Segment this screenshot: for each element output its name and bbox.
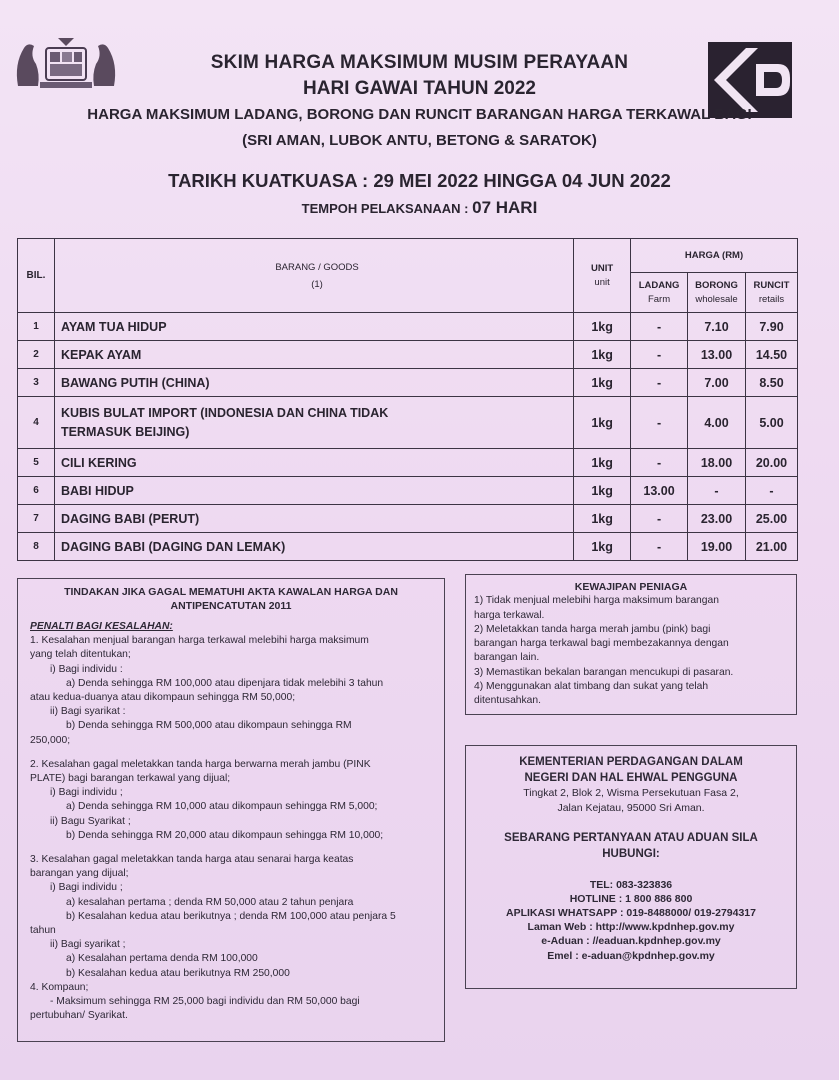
penalty-line: - Maksimum sehingga RM 25,000 bagi individu dan RM 50,000 bagi	[50, 996, 360, 1008]
tempoh-pelaksanaan	[0, 198, 839, 218]
row-borong: -	[688, 477, 746, 505]
tempoh-label: TEMPOH PELAKSANAAN :	[301, 201, 473, 216]
row-unit: 1kg	[574, 449, 631, 477]
penalty-line: i) Bagi individu ;	[50, 882, 123, 894]
row-borong: 7.00	[688, 369, 746, 397]
row-ladang: -	[631, 397, 688, 449]
row-borong: 18.00	[688, 449, 746, 477]
kewajipan-lines	[474, 594, 788, 708]
hotline: HOTLINE : 1 800 886 800	[569, 892, 693, 905]
penalty-line: yang telah ditentukan;	[30, 649, 131, 661]
ministry-name: KEMENTERIAN PERDAGANGAN DALAM	[519, 756, 743, 768]
website-link[interactable]: Laman Web : http://www.kpdnhep.gov.my	[527, 921, 735, 934]
penalty-title: TINDAKAN JIKA GAGAL MEMATUHI AKTA KAWALAN HARGA DAN	[64, 586, 398, 598]
penalty-line: a) kesalahan pertama ; denda RM 50,000 atau 2 tahun penjara	[66, 896, 354, 908]
effective-date: TARIKH KUATKUASA : 29 MEI 2022 HINGGA 04 JUN 2022	[168, 170, 671, 191]
header-harga: HARGA (RM)	[631, 239, 798, 273]
penalty-line: PLATE) bagi barangan terkawal yang dijual;	[30, 773, 231, 784]
telephone: TEL: 083-323836	[589, 878, 673, 891]
row-ladang: -	[631, 449, 688, 477]
enquiry-heading: SEBARANG PERTANYAAN ATAU ADUAN SILA	[504, 831, 758, 844]
eaduan-link[interactable]: e-Aduan : //eaduan.kpdnhep.gov.my	[541, 935, 721, 948]
row-runcit: 21.00	[745, 533, 797, 561]
penalty-line	[30, 843, 432, 853]
kewajipan-line: 1) Tidak menjual melebihi harga maksimum barangan	[474, 595, 719, 607]
penalty-lines	[30, 634, 432, 1023]
header-runcit-label: RUNCIT	[753, 280, 790, 291]
notice-subtitle: HARGA MAKSIMUM LADANG, BORONG DAN RUNCIT BARANGAN HARGA TERKAWAL BAGI	[87, 106, 752, 123]
kewajipan-line: harga terkawal.	[474, 609, 545, 621]
table-row	[18, 341, 798, 369]
row-bil: 1	[18, 313, 55, 341]
row-bil: 4	[18, 397, 55, 449]
kewajipan-line: 3) Memastikan bekalan barangan mencukupi di pasaran.	[474, 666, 734, 678]
row-unit: 1kg	[574, 313, 631, 341]
kewajipan-line: 4) Menggunakan alat timbang dan sukat yang telah	[474, 680, 709, 692]
header-unit	[574, 239, 631, 313]
price-table	[17, 238, 798, 561]
row-unit: 1kg	[574, 505, 631, 533]
kewajipan-line: barangan harga terkawal bagi membezakannya dengan	[474, 638, 729, 650]
row-unit: 1kg	[574, 341, 631, 369]
row-bil: 8	[18, 533, 55, 561]
row-bil: 7	[18, 505, 55, 533]
penalti-heading: PENALTI BAGI KESALAHAN:	[30, 620, 173, 632]
header-ladang-label: LADANG	[638, 280, 680, 291]
ministry-address: Tingkat 2, Blok 2, Wisma Persekutuan Fasa 2,	[523, 787, 739, 800]
row-item: DAGING BABI (PERUT)	[54, 505, 573, 533]
header-ladang	[631, 273, 688, 313]
row-runcit: 8.50	[745, 369, 797, 397]
header-bil: BIL.	[18, 239, 55, 313]
penalty-line: a) Kesalahan pertama denda RM 100,000	[66, 953, 258, 965]
row-bil: 2	[18, 341, 55, 369]
row-borong: 4.00	[688, 397, 746, 449]
header-borong	[688, 273, 746, 313]
row-ladang: -	[631, 505, 688, 533]
penalty-line: 2. Kesalahan gagal meletakkan tanda harga berwarna merah jambu (PINK	[30, 758, 371, 770]
row-borong: 13.00	[688, 341, 746, 369]
penalty-line: i) Bagi individu ;	[50, 787, 123, 799]
row-borong: 7.10	[688, 313, 746, 341]
table-row	[18, 477, 798, 505]
row-ladang: -	[631, 313, 688, 341]
row-ladang: -	[631, 341, 688, 369]
row-borong: 23.00	[688, 505, 746, 533]
row-bil: 3	[18, 369, 55, 397]
header-unit-label: UNIT	[591, 263, 614, 274]
header-runcit	[745, 273, 797, 313]
header-goods-label: BARANG / GOODS	[275, 261, 359, 273]
row-item: KEPAK AYAM	[54, 341, 573, 369]
contact-box	[465, 745, 797, 989]
row-item-line2: TERMASUK BEIJING)	[60, 424, 190, 439]
row-bil: 6	[18, 477, 55, 505]
penalty-line: ii) Bagi syarikat :	[50, 706, 126, 718]
row-item-line1: KUBIS BULAT IMPORT (INDONESIA DAN CHINA TIDAK	[60, 405, 389, 420]
email-link[interactable]: Emel : e-aduan@kpdnhep.gov.my	[547, 949, 715, 962]
row-item: CILI KERING	[54, 449, 573, 477]
row-borong: 19.00	[688, 533, 746, 561]
table-row	[18, 449, 798, 477]
penalty-line: atau kedua-duanya atau dikompaun sehingga RM 50,000;	[30, 691, 296, 703]
penalty-title-line2: ANTIPENCATUTAN 2011	[170, 600, 292, 613]
row-runcit: 7.90	[745, 313, 797, 341]
notice-subtitle-areas: (SRI AMAN, LUBOK ANTU, BETONG & SARATOK)	[242, 132, 597, 149]
kewajipan-box	[465, 574, 797, 715]
kewajipan-line: barangan lain.	[474, 652, 540, 664]
row-runcit: 14.50	[745, 341, 797, 369]
header-runcit-sub: retails	[758, 294, 785, 305]
table-row	[18, 313, 798, 341]
row-unit: 1kg	[574, 397, 631, 449]
penalty-line: 250,000;	[30, 734, 71, 746]
header-borong-sub: wholesale	[695, 294, 738, 305]
notice-title: SKIM HARGA MAKSIMUM MUSIM PERAYAAN	[210, 52, 629, 73]
penalty-line: barangan yang dijual;	[30, 868, 129, 880]
row-item: BAWANG PUTIH (CHINA)	[54, 369, 573, 397]
row-unit: 1kg	[574, 533, 631, 561]
table-row	[18, 505, 798, 533]
penalty-line: b) Denda sehingga RM 500,000 atau dikompaun sehingga RM	[66, 720, 352, 732]
ministry-name-line2: NEGERI DAN HAL EHWAL PENGGUNA	[524, 772, 738, 785]
row-bil: 5	[18, 449, 55, 477]
notice-title-line2: HARI GAWAI TAHUN 2022	[303, 78, 536, 99]
header-ladang-sub: Farm	[647, 294, 671, 305]
ministry-address-line2: Jalan Kejatau, 95000 Sri Aman.	[557, 801, 705, 814]
kewajipan-line: 2) Meletakkan tanda harga merah jambu (pink) bagi	[474, 623, 711, 635]
penalty-line: tahun	[30, 925, 56, 937]
row-unit: 1kg	[574, 369, 631, 397]
penalty-line	[30, 748, 432, 758]
header-goods-num: (1)	[311, 278, 323, 290]
penalty-line: 4. Kompaun;	[30, 981, 89, 993]
row-runcit: 20.00	[745, 449, 797, 477]
penalty-line: i) Bagi individu :	[50, 663, 123, 675]
penalty-line: ii) Bagi syarikat ;	[50, 939, 126, 951]
row-runcit: -	[745, 477, 797, 505]
tempoh-value: 07 HARI	[472, 198, 538, 217]
row-item: DAGING BABI (DAGING DAN LEMAK)	[54, 533, 573, 561]
row-runcit: 25.00	[745, 505, 797, 533]
penalty-box	[17, 578, 445, 1042]
row-item: AYAM TUA HIDUP	[54, 313, 573, 341]
row-unit: 1kg	[574, 477, 631, 505]
penalty-line: b) Denda sehingga RM 20,000 atau dikompaun sehingga RM 10,000;	[66, 829, 384, 841]
row-item	[54, 397, 573, 449]
penalty-line: 3. Kesalahan gagal meletakkan tanda harga atau senarai harga keatas	[30, 854, 354, 866]
penalty-line: ii) Bagu Syarikat ;	[50, 815, 131, 827]
row-ladang: -	[631, 369, 688, 397]
header-borong-label: BORONG	[695, 280, 738, 291]
penalty-line: 1. Kesalahan menjual barangan harga terkawal melebihi harga maksimum	[30, 635, 369, 647]
penalty-line: b) Kesalahan kedua atau berikutnya ; denda RM 100,000 atau penjara 5	[66, 910, 396, 922]
penalty-line: a) Denda sehingga RM 100,000 atau dipenjara tidak melebihi 3 tahun	[66, 677, 384, 689]
whatsapp: APLIKASI WHATSAPP : 019-8488000/ 019-2794317	[506, 907, 756, 920]
penalty-line: a) Denda sehingga RM 10,000 atau dikompaun sehingga RM 5,000;	[66, 801, 378, 813]
row-item: BABI HIDUP	[54, 477, 573, 505]
kewajipan-title: KEWAJIPAN PENIAGA	[574, 581, 688, 593]
header-unit-sub: unit	[594, 277, 610, 288]
table-row	[18, 369, 798, 397]
row-ladang: 13.00	[631, 477, 688, 505]
row-ladang: -	[631, 533, 688, 561]
enquiry-heading-line2: HUBUNGI:	[602, 847, 660, 860]
table-row	[18, 533, 798, 561]
row-runcit: 5.00	[745, 397, 797, 449]
penalty-line: pertubuhan/ Syarikat.	[30, 1010, 128, 1022]
kewajipan-line: ditentusahkan.	[474, 694, 541, 706]
table-row	[18, 397, 798, 449]
penalty-line: b) Kesalahan kedua atau berikutnya RM 250,000	[66, 967, 290, 979]
header-goods	[54, 239, 573, 313]
